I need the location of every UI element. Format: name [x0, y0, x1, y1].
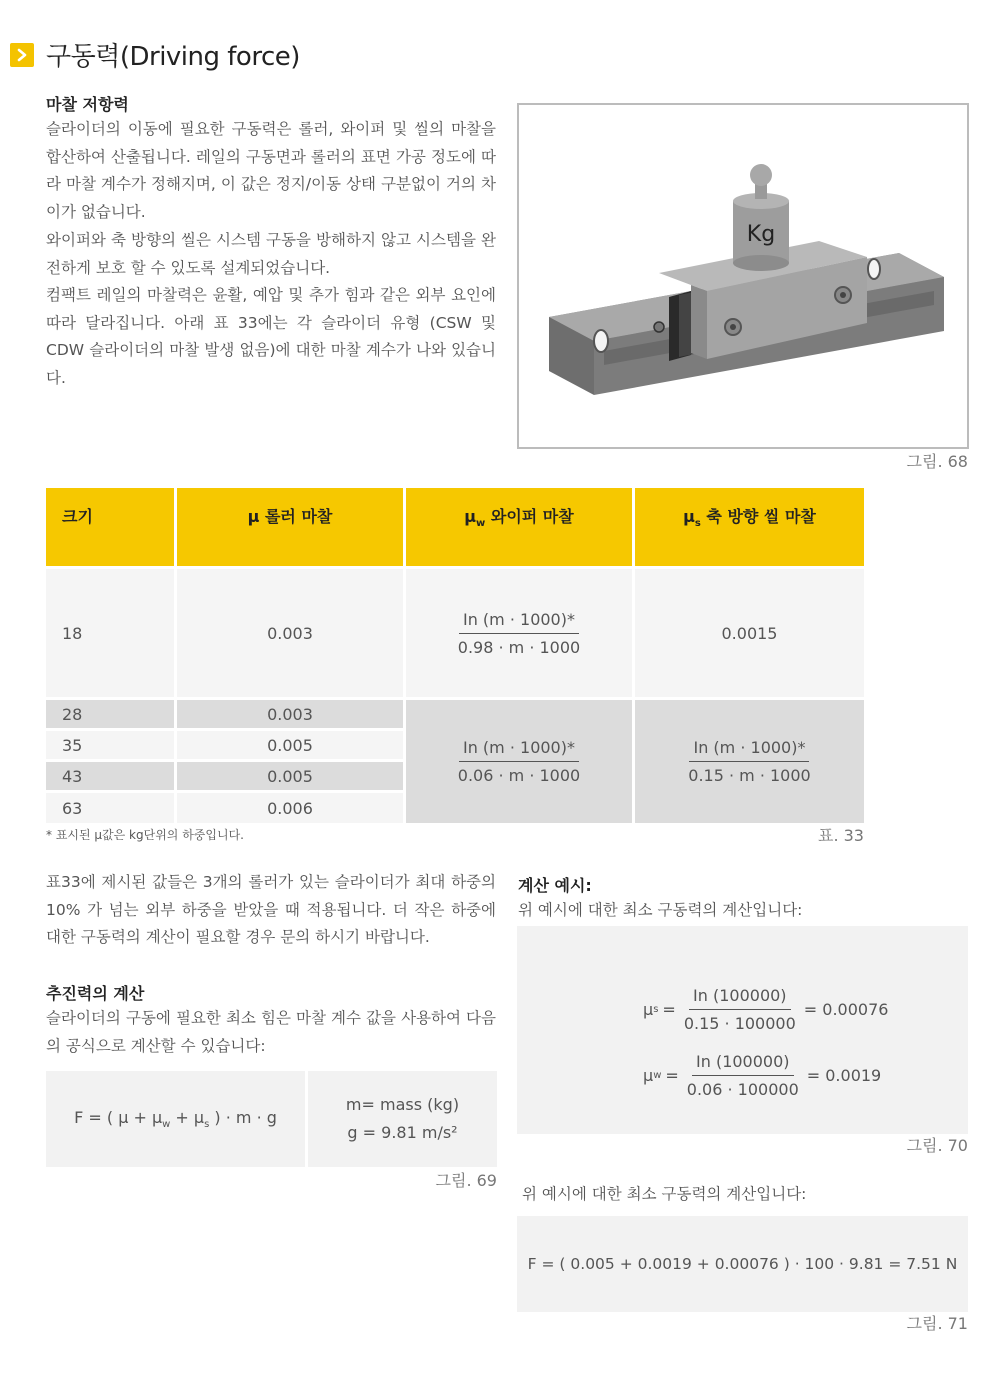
cell-size-28: 28	[46, 700, 174, 728]
legend-mass: m= mass (kg)	[345, 1095, 460, 1114]
cell-muw-18: $\frac{In (m \cdot 1000)*}{0.98 \cdot m \cdot 1000}$	[406, 569, 632, 697]
example-title: 계산 예시:	[518, 876, 592, 895]
cell-mu-43: 0.005	[177, 762, 403, 790]
friction-paragraph-2: 와이퍼와 축 방향의 씰은 시스템 구동을 방해하지 않고 시스템을 완전하게 보호 할 수 있도록 설계되었습니다.	[46, 231, 496, 277]
thrust-formula-box	[46, 1071, 305, 1167]
cell-mu-63: 0.006	[177, 793, 403, 823]
col-header-mu: μ 롤러 마찰	[177, 488, 403, 566]
thrust-legend-box	[308, 1071, 497, 1167]
thrust-title: 추진력의 계산	[46, 984, 145, 1003]
example-intro: 위 예시에 대한 최소 구동력의 계산입니다:	[518, 901, 803, 919]
thrust-paragraph: 슬라이더의 구동에 필요한 최소 힘은 마찰 계수 값을 사용하여 다음의 공식으로 계산할 수 있습니다:	[46, 1009, 496, 1055]
applicability-paragraph: 표33에 제시된 값들은 3개의 롤러가 있는 슬라이더가 최대 하중의 10% 가 넘는 외부 하중을 받았을 때 적용됩니다. 더 작은 하중에 대한 구동력의 계산이 필요할 경우 문의 하시기 바랍니다.	[46, 873, 496, 947]
col-header-muw: $\mu_w$ 와이퍼 마찰	[406, 488, 632, 566]
col-header-mus: $\mu_s$ 축 방향 씰 마찰	[635, 488, 864, 566]
cell-size-35: 35	[46, 731, 174, 759]
final-force-box	[517, 1216, 968, 1312]
muw-example-formula: μ w = $\frac{In (100000)}{0.06 \cdot 100000}$ = 0.0019	[643, 1052, 882, 1099]
figure-71-caption: 그림. 71	[906, 1314, 968, 1333]
figure-69-caption: 그림. 69	[435, 1171, 497, 1190]
friction-paragraph-1: 슬라이더의 이동에 필요한 구동력은 롤러, 와이퍼 및 씰의 마찰을 합산하여 산출됩니다. 레일의 구동면과 롤러의 표면 가공 정도에 따라 마찰 계수가 정해지며, 이 값은 정지/이동 상태 구분없이 거의 차이가 없습니다.	[46, 120, 496, 221]
cell-mus-group: $\frac{In (m \cdot 1000)*}{0.15 \cdot m \cdot 1000}$	[635, 700, 864, 823]
figure-68-caption: 그림. 68	[906, 452, 968, 471]
final-force-formula: F = ( 0.005 + 0.0019 + 0.00076 ) · 100 · 9.81 = 7.51 N	[527, 1255, 958, 1273]
weight-label: Kg	[746, 222, 776, 247]
chevron-right-icon	[10, 43, 34, 67]
friction-paragraph-3: 컴팩트 레일의 마찰력은 윤활, 예압 및 추가 힘과 같은 외부 요인에 따라 달라집니다. 아래 표 33에는 각 슬라이더 유형 (CSW 및 CDW 슬라이더의 마찰 발생 없음)에 대한 마찰 계수가 나와 있습니다.	[46, 286, 496, 387]
legend-gravity: g = 9.81 m/s²	[347, 1123, 458, 1142]
cell-muw-group: $\frac{In (m \cdot 1000)*}{0.06 \cdot m \cdot 1000}$	[406, 700, 632, 823]
friction-title: 마찰 저항력	[46, 95, 129, 114]
example-coefficient-box	[517, 926, 968, 1134]
table-footnote: * 표시된 μ값은 kg단위의 하중입니다.	[46, 828, 244, 842]
col-header-size: 크기	[46, 488, 174, 566]
cell-mu-35: 0.005	[177, 731, 403, 759]
page-title: 구동력(Driving force)	[46, 42, 300, 72]
figure-70-caption: 그림. 70	[906, 1136, 968, 1155]
figure-68-rail-illustration	[517, 103, 969, 449]
section-heading	[10, 36, 300, 73]
thrust-formula: F = ( $\mu + \mu_w + \mu_s$ ) · m · g	[74, 1107, 277, 1131]
cell-size-43: 43	[46, 762, 174, 790]
example-intro-2: 위 예시에 대한 최소 구동력의 계산입니다:	[522, 1185, 807, 1203]
cell-size-63: 63	[46, 793, 174, 823]
cell-mu-18: 0.003	[177, 569, 403, 697]
table-33-caption: 표. 33	[818, 826, 864, 845]
cell-mu-28: 0.003	[177, 700, 403, 728]
cell-size-18: 18	[46, 569, 174, 697]
cell-mus-18: 0.0015	[635, 569, 864, 697]
rail-slider-illustration	[519, 105, 967, 447]
mus-example-formula: μ s = $\frac{In (100000)}{0.15 \cdot 100000}$ = 0.00076	[643, 986, 889, 1033]
